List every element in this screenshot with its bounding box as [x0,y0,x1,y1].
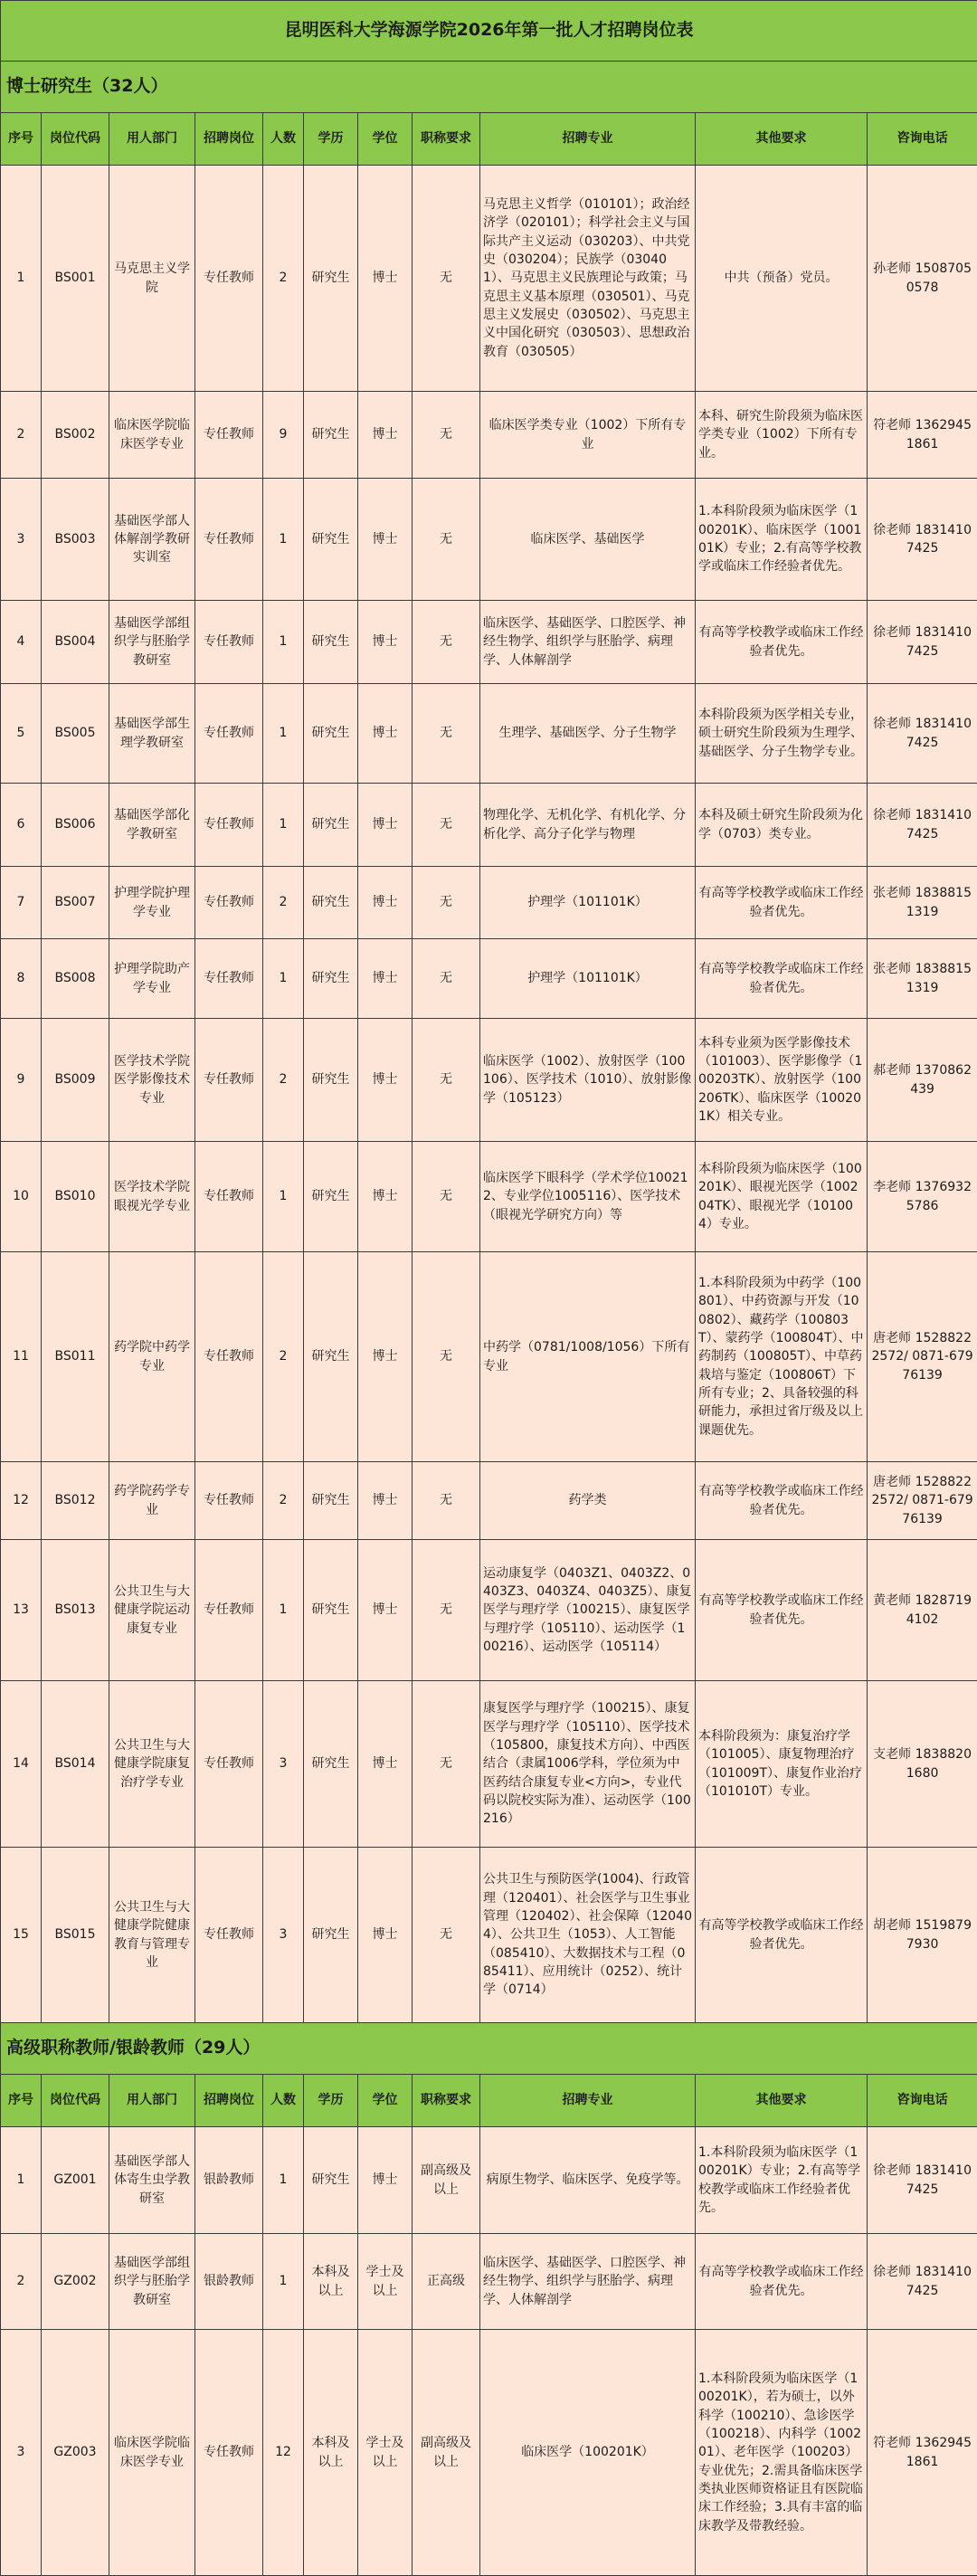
cell-major: 护理学（101101K） [480,939,696,1019]
cell-phone: 张老师 18388151319 [868,939,977,1019]
cell-dept: 基础医学部组织学与胚胎学教研室 [109,2234,195,2330]
cell-phone: 黄老师 18287194102 [868,1540,977,1681]
cell-dept: 基础医学部人体解剖学教研实训室 [109,479,195,601]
cell-post: 专任教师 [195,1019,263,1142]
cell-code: BS002 [42,392,109,479]
cell-phone: 徐老师 18314107425 [868,479,977,601]
cell-post: 专任教师 [195,1142,263,1252]
cell-edu: 本科及以上 [304,2330,358,2576]
cell-phone: 徐老师 18314107425 [868,784,977,867]
cell-dept: 药学院药学专业 [109,1462,195,1540]
cell-degree: 博士 [358,1019,413,1142]
cell-no: 15 [1,1848,42,2023]
cell-other: 1.本科阶段须为中药学（100801）、中药资源与开发（100802）、藏药学（100803T）、蒙药学（100804T）、中药制药（100805T）、中草药栽培与鉴定（100806T）下所有专业；2、具备较强的科研能力，承担过省厅级及以上课题优先。 [696,1252,868,1462]
cell-count: 12 [263,2330,304,2576]
cell-edu: 研究生 [304,1252,358,1462]
cell-edu: 研究生 [304,1142,358,1252]
cell-no: 12 [1,1462,42,1540]
cell-degree: 博士 [358,166,413,392]
cell-post: 专任教师 [195,684,263,784]
header-cell-major: 招聘专业 [480,113,696,166]
cell-edu: 研究生 [304,939,358,1019]
cell-post: 专任教师 [195,2330,263,2576]
cell-count: 2 [263,1252,304,1462]
cell-edu: 研究生 [304,166,358,392]
cell-phone: 李老师 13769325786 [868,1142,977,1252]
cell-degree: 博士 [358,1252,413,1462]
cell-no: 14 [1,1681,42,1848]
cell-rank: 无 [413,166,480,392]
cell-no: 5 [1,684,42,784]
cell-code: BS013 [42,1540,109,1681]
cell-code: BS014 [42,1681,109,1848]
cell-edu: 研究生 [304,2127,358,2234]
cell-code: BS010 [42,1142,109,1252]
cell-degree: 博士 [358,939,413,1019]
cell-degree: 学士及以上 [358,2330,413,2576]
cell-phone: 支老师 18388201680 [868,1681,977,1848]
cell-other: 有高等学校教学或临床工作经验者优先。 [696,867,868,939]
cell-degree: 博士 [358,867,413,939]
table-row [1,1540,977,1681]
cell-major: 运动康复学（0403Z1、0403Z2、0403Z3、0403Z4、0403Z5）、康复医学与理疗学（100215）、康复医学与理疗学（105110）、运动医学（100216）、运动医学（105114） [480,1540,696,1681]
header-cell-count: 人数 [263,113,304,166]
cell-phone: 唐老师 15288222572/ 0871-67976139 [868,1252,977,1462]
cell-code: BS006 [42,784,109,867]
cell-other: 本科阶段须为：康复治疗学（101005）、康复物理治疗（101009T）、康复作业治疗（101010T）专业。 [696,1681,868,1848]
cell-degree: 博士 [358,392,413,479]
cell-post: 专任教师 [195,867,263,939]
cell-major: 临床医学下眼科学（学术学位100212、专业学位1005116）、医学技术（眼视光学研究方向）等 [480,1142,696,1252]
header-cell-dept: 用人部门 [109,2075,195,2127]
header-cell-post: 招聘岗位 [195,2075,263,2127]
cell-code: BS008 [42,939,109,1019]
cell-dept: 医学技术学院医学影像技术专业 [109,1019,195,1142]
cell-other: 本科及硕士研究生阶段须为化学（0703）类专业。 [696,784,868,867]
cell-major: 临床医学类专业（1002）下所有专业 [480,392,696,479]
cell-no: 13 [1,1540,42,1681]
cell-dept: 医学技术学院眼视光学专业 [109,1142,195,1252]
header-row [1,2075,977,2127]
cell-dept: 护理学院护理学专业 [109,867,195,939]
cell-phone: 徐老师 18314107425 [868,2127,977,2234]
header-cell-degree: 学位 [358,113,413,166]
header-cell-post: 招聘岗位 [195,113,263,166]
cell-count: 3 [263,1681,304,1848]
header-cell-rank: 职称要求 [413,113,480,166]
cell-edu: 研究生 [304,392,358,479]
cell-count: 2 [263,166,304,392]
cell-rank: 副高级及以上 [413,2127,480,2234]
header-cell-edu: 学历 [304,113,358,166]
page-title: 昆明医科大学海源学院2026年第一批人才招聘岗位表 [1,1,977,62]
section-title-row [1,2023,977,2075]
cell-other: 本科、研究生阶段须为临床医学类专业（1002）下所有专业。 [696,392,868,479]
header-cell-code: 岗位代码 [42,113,109,166]
cell-count: 1 [263,784,304,867]
table-row [1,2127,977,2234]
cell-code: BS009 [42,1019,109,1142]
cell-degree: 博士 [358,601,413,684]
cell-no: 2 [1,2234,42,2330]
header-cell-degree: 学位 [358,2075,413,2127]
cell-phone: 符老师 13629451861 [868,2330,977,2576]
cell-major: 物理化学、无机化学、有机化学、分析化学、高分子化学与物理 [480,784,696,867]
cell-code: GZ002 [42,2234,109,2330]
cell-code: BS011 [42,1252,109,1462]
cell-other: 1.本科阶段须为临床医学（100201K）专业；2.有高等学校教学或临床工作经验者优先。 [696,2127,868,2234]
cell-major: 临床医学、基础医学 [480,479,696,601]
cell-degree: 博士 [358,784,413,867]
cell-other: 有高等学校教学或临床工作经验者优先。 [696,1462,868,1540]
cell-other: 有高等学校教学或临床工作经验者优先。 [696,939,868,1019]
cell-rank: 无 [413,1142,480,1252]
cell-dept: 马克思主义学院 [109,166,195,392]
cell-edu: 研究生 [304,1540,358,1681]
cell-dept: 临床医学院临床医学专业 [109,2330,195,2576]
cell-post: 专任教师 [195,1540,263,1681]
cell-post: 专任教师 [195,784,263,867]
cell-code: BS012 [42,1462,109,1540]
cell-post: 专任教师 [195,601,263,684]
cell-edu: 研究生 [304,1462,358,1540]
cell-no: 10 [1,1142,42,1252]
cell-post: 专任教师 [195,939,263,1019]
cell-dept: 基础医学部化学教研室 [109,784,195,867]
table-row [1,479,977,601]
cell-no: 7 [1,867,42,939]
table-row [1,2234,977,2330]
cell-other: 有高等学校教学或临床工作经验者优先。 [696,601,868,684]
cell-rank: 副高级及以上 [413,2330,480,2576]
cell-edu: 研究生 [304,784,358,867]
table-row [1,939,977,1019]
cell-rank: 无 [413,479,480,601]
cell-major: 马克思主义哲学（010101）；政治经济学（020101）；科学社会主义与国际共产主义运动（030203）、中共党史（030204）；民族学（030401）、马克思主义民族理论与政策；马克思主义基本原理（030501）、马克思主义发展史（030502）、马克思主义中国化研究（030503）、思想政治教育（030505） [480,166,696,392]
cell-code: BS007 [42,867,109,939]
cell-code: BS001 [42,166,109,392]
cell-degree: 博士 [358,1540,413,1681]
cell-rank: 无 [413,601,480,684]
cell-other: 本科阶段须为临床医学（100201K）、眼视光医学（100204TK）、眼视光学（101004）专业。 [696,1142,868,1252]
cell-edu: 本科及以上 [304,2234,358,2330]
cell-no: 9 [1,1019,42,1142]
header-row [1,113,977,166]
cell-edu: 研究生 [304,1848,358,2023]
table-row [1,1462,977,1540]
cell-code: BS003 [42,479,109,601]
cell-other: 1.本科阶段须为临床医学（100201K）、临床医学（100101K）专业；2.有高等学校教学或临床工作经验者优先。 [696,479,868,601]
cell-no: 3 [1,479,42,601]
table-row [1,1252,977,1462]
cell-phone: 胡老师 15198797930 [868,1848,977,2023]
cell-post: 专任教师 [195,479,263,601]
cell-other: 1.本科阶段须为临床医学（100201K），若为硕士，以外科学（100210）、急诊医学（100218）、内科学（100201）、老年医学（100203）专业优先；2.需具备临床医学类执业医师资格证且有医院临床工作经验；3.具有丰富的临床教学及带教经验。 [696,2330,868,2576]
cell-count: 2 [263,867,304,939]
cell-other: 有高等学校教学或临床工作经验者优先。 [696,1848,868,2023]
cell-other: 本科专业须为医学影像技术（101003）、医学影像学（100203TK）、放射医学（100206TK）、临床医学（100201K）相关专业。 [696,1019,868,1142]
cell-no: 1 [1,2127,42,2234]
header-cell-phone: 咨询电话 [868,113,977,166]
cell-post: 专任教师 [195,1462,263,1540]
table-row [1,601,977,684]
section-title: 博士研究生（32人） [1,62,977,113]
header-cell-major: 招聘专业 [480,2075,696,2127]
cell-major: 临床医学（1002）、放射医学（100106）、医学技术（1010）、放射影像学（105123） [480,1019,696,1142]
cell-phone: 郝老师 1370862439 [868,1019,977,1142]
cell-code: GZ003 [42,2330,109,2576]
cell-degree: 博士 [358,479,413,601]
cell-edu: 研究生 [304,867,358,939]
cell-rank: 无 [413,1019,480,1142]
cell-rank: 无 [413,1252,480,1462]
table-row [1,684,977,784]
cell-no: 8 [1,939,42,1019]
cell-degree: 博士 [358,1462,413,1540]
cell-edu: 研究生 [304,601,358,684]
cell-rank: 无 [413,392,480,479]
cell-edu: 研究生 [304,479,358,601]
cell-no: 6 [1,784,42,867]
table-row [1,1142,977,1252]
cell-code: BS004 [42,601,109,684]
cell-dept: 基础医学部人体寄生虫学教研室 [109,2127,195,2234]
title-row [1,1,977,62]
table-row [1,2330,977,2576]
cell-post: 专任教师 [195,1848,263,2023]
cell-count: 1 [263,1540,304,1681]
cell-count: 1 [263,1142,304,1252]
cell-dept: 药学院中药学专业 [109,1252,195,1462]
cell-major: 公共卫生与预防医学(1004)、行政管理（120401）、社会医学与卫生事业管理（120402）、社会保障（120404）、公共卫生（1053）、人工智能（085410）、大数据技术与工程（085411）、应用统计（0252）、统计学（0714） [480,1848,696,2023]
header-cell-no: 序号 [1,2075,42,2127]
cell-degree: 博士 [358,2127,413,2234]
cell-dept: 公共卫生与大健康学院康复治疗学专业 [109,1681,195,1848]
cell-count: 1 [263,684,304,784]
cell-phone: 唐老师 15288222572/ 0871-67976139 [868,1462,977,1540]
cell-phone: 符老师 13629451861 [868,392,977,479]
cell-other: 中共（预备）党员。 [696,166,868,392]
cell-code: GZ001 [42,2127,109,2234]
cell-no: 3 [1,2330,42,2576]
cell-degree: 博士 [358,1142,413,1252]
cell-other: 有高等学校教学或临床工作经验者优先。 [696,1540,868,1681]
cell-rank: 无 [413,684,480,784]
cell-post: 专任教师 [195,1252,263,1462]
cell-edu: 研究生 [304,1681,358,1848]
cell-major: 康复医学与理疗学（100215）、康复医学与理疗学（105110）、医学技术（105800，康复技术方向）、中西医结合（隶属1006学科，学位须为中医药结合康复专业<方向>，专业代码以院校实际为准）、运动医学（100216） [480,1681,696,1848]
table-row [1,1848,977,2023]
cell-count: 3 [263,1848,304,2023]
cell-no: 11 [1,1252,42,1462]
cell-major: 病原生物学、临床医学、免疫学等。 [480,2127,696,2234]
header-cell-other: 其他要求 [696,2075,868,2127]
cell-rank: 无 [413,939,480,1019]
header-cell-code: 岗位代码 [42,2075,109,2127]
cell-post: 专任教师 [195,1681,263,1848]
header-cell-phone: 咨询电话 [868,2075,977,2127]
cell-other: 有高等学校教学或临床工作经验者优先。 [696,2234,868,2330]
table-row [1,166,977,392]
cell-degree: 博士 [358,1848,413,2023]
header-cell-edu: 学历 [304,2075,358,2127]
cell-count: 1 [263,939,304,1019]
cell-code: BS015 [42,1848,109,2023]
cell-rank: 无 [413,1681,480,1848]
cell-major: 临床医学、基础医学、口腔医学、神经生物学、组织学与胚胎学、病理学、人体解剖学 [480,601,696,684]
cell-rank: 无 [413,867,480,939]
cell-no: 4 [1,601,42,684]
table-row [1,867,977,939]
cell-phone: 孙老师 15087050578 [868,166,977,392]
cell-degree: 学士及以上 [358,2234,413,2330]
cell-code: BS005 [42,684,109,784]
cell-rank: 无 [413,784,480,867]
cell-post: 专任教师 [195,166,263,392]
cell-dept: 公共卫生与大健康学院健康教育与管理专业 [109,1848,195,2023]
cell-phone: 张老师 18388151319 [868,867,977,939]
cell-phone: 徐老师 18314107425 [868,684,977,784]
cell-phone: 徐老师 18314107425 [868,601,977,684]
cell-dept: 基础医学部组织学与胚胎学教研室 [109,601,195,684]
cell-phone: 徐老师 18314107425 [868,2234,977,2330]
cell-major: 药学类 [480,1462,696,1540]
header-cell-rank: 职称要求 [413,2075,480,2127]
cell-no: 2 [1,392,42,479]
cell-major: 生理学、基础医学、分子生物学 [480,684,696,784]
cell-rank: 无 [413,1462,480,1540]
header-cell-other: 其他要求 [696,113,868,166]
table-row [1,1681,977,1848]
cell-post: 银龄教师 [195,2234,263,2330]
cell-degree: 博士 [358,1681,413,1848]
cell-dept: 基础医学部生理学教研室 [109,684,195,784]
cell-dept: 公共卫生与大健康学院运动康复专业 [109,1540,195,1681]
cell-no: 1 [1,166,42,392]
cell-degree: 博士 [358,684,413,784]
table-row [1,1019,977,1142]
cell-edu: 研究生 [304,1019,358,1142]
cell-major: 中药学（0781/1008/1056）下所有专业 [480,1252,696,1462]
cell-count: 1 [263,601,304,684]
table-row [1,784,977,867]
cell-rank: 正高级 [413,2234,480,2330]
section-title: 高级职称教师/银龄教师（29人） [1,2023,977,2075]
cell-other: 本科阶段须为医学相关专业，硕士研究生阶段须为生理学、基础医学、分子生物学专业。 [696,684,868,784]
cell-rank: 无 [413,1848,480,2023]
cell-post: 银龄教师 [195,2127,263,2234]
cell-count: 1 [263,479,304,601]
header-cell-count: 人数 [263,2075,304,2127]
table-row [1,392,977,479]
cell-major: 护理学（101101K） [480,867,696,939]
section-title-row [1,62,977,113]
header-cell-no: 序号 [1,113,42,166]
cell-dept: 临床医学院临床医学专业 [109,392,195,479]
cell-count: 2 [263,1462,304,1540]
cell-count: 1 [263,2234,304,2330]
cell-dept: 护理学院助产学专业 [109,939,195,1019]
cell-count: 9 [263,392,304,479]
cell-rank: 无 [413,1540,480,1681]
cell-post: 专任教师 [195,392,263,479]
cell-count: 1 [263,2127,304,2234]
cell-major: 临床医学（100201K） [480,2330,696,2576]
cell-count: 2 [263,1019,304,1142]
header-cell-dept: 用人部门 [109,113,195,166]
cell-major: 临床医学、基础医学、口腔医学、神经生物学、组织学与胚胎学、病理学、人体解剖学 [480,2234,696,2330]
cell-edu: 研究生 [304,684,358,784]
